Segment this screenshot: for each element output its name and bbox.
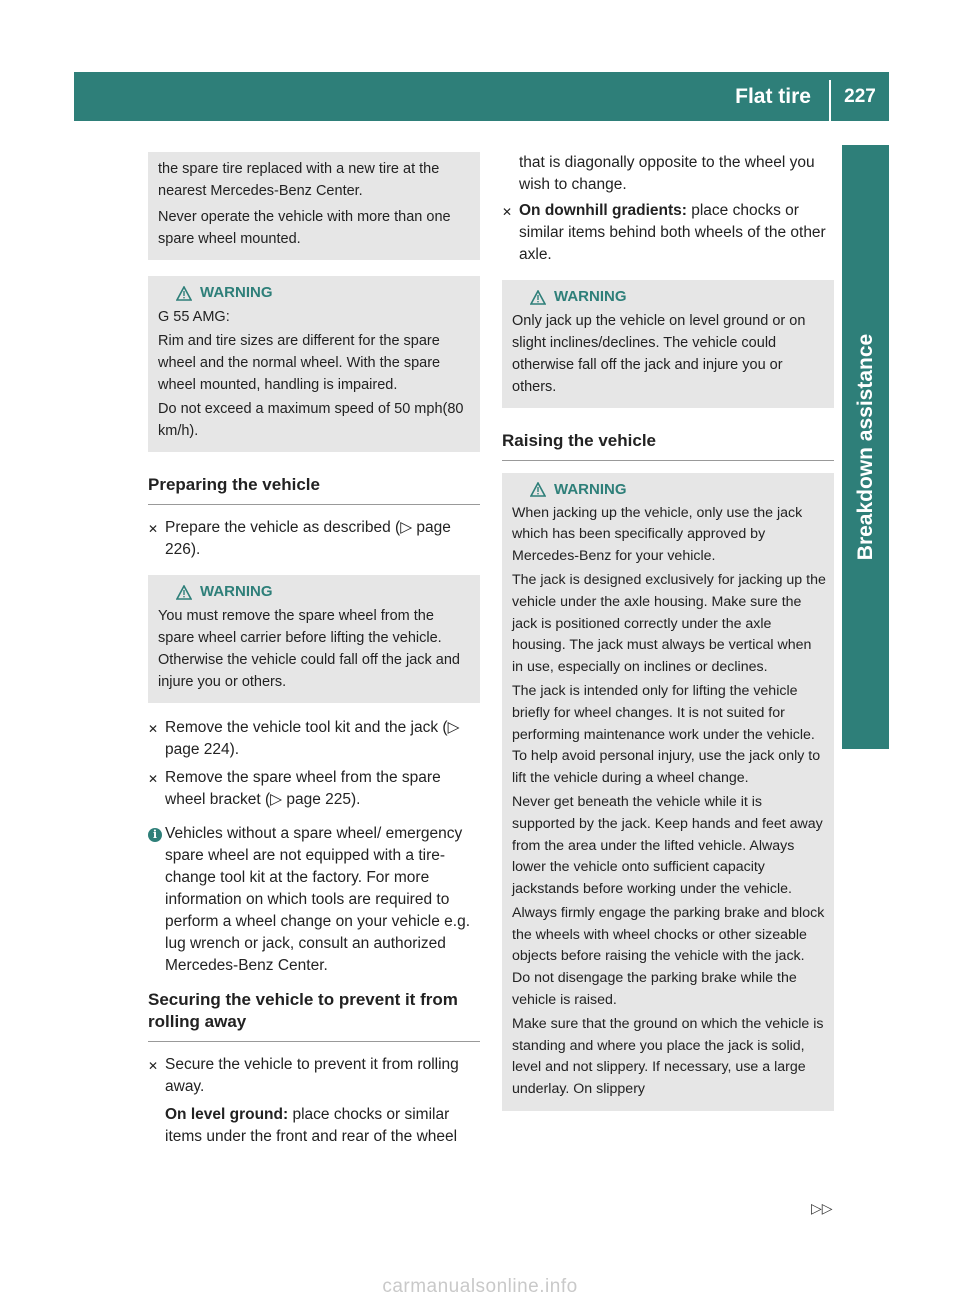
warning-line: Do not exceed a maximum speed of 50 mph(80 km/h).	[158, 401, 464, 439]
note-line: the spare tire replaced with a new tire at the nearest Mercedes-Benz Center.	[158, 161, 440, 199]
warning-triangle-icon	[530, 482, 546, 497]
step-marker-icon: ✕	[148, 522, 159, 536]
step-item	[502, 200, 834, 266]
step-text: Remove the spare wheel from the spare wheel bracket (▷ page 225).	[165, 769, 441, 808]
left-column	[148, 152, 480, 1148]
step-item	[148, 717, 480, 761]
watermark: carmanualsonline.info	[382, 1276, 578, 1297]
step-marker-icon: ✕	[148, 722, 159, 736]
continue-arrows-icon: ▷▷	[811, 1200, 833, 1216]
step-item	[148, 1054, 480, 1098]
section-heading: Securing the vehicle to prevent it from rolling away	[148, 989, 480, 1042]
warning-box	[148, 276, 480, 452]
warning-box	[148, 575, 480, 703]
warning-box	[502, 280, 834, 408]
step-text: Secure the vehicle to prevent it from rolling away.	[165, 1056, 459, 1095]
step-text: Remove the vehicle tool kit and the jack (▷ page 224).	[165, 719, 460, 758]
warning-text: You must remove the spare wheel from the spare wheel carrier before lifting the vehicle. Otherwise the vehicle could fall off the jack and injure you or others.	[158, 608, 460, 690]
warning-paragraph: Make sure that the ground on which the vehicle is standing and where you place the jack is solid, level and not slippery. If necessary, use a large underlay. On slippery	[512, 1016, 824, 1098]
section-title: Flat tire	[735, 85, 811, 108]
warning-paragraph: The jack is designed exclusively for jacking up the vehicle under the axle housing. Make sure the jack is positioned correctly under the axle housing. The jack must always be vertical when in use, especially on inclines or declines.	[512, 572, 826, 675]
step-text: Prepare the vehicle as described (▷ page 226).	[165, 519, 451, 558]
info-text: Vehicles without a spare wheel/ emergency spare wheel are not equipped with a tire-change tool kit at the factory. For more information on which tools are required to perform a wheel change on your vehicle e.g. lug wrench or jack, consult an authorized Mercedes-Benz Center.	[165, 825, 471, 974]
warning-header	[512, 286, 826, 308]
step-detail: that is diagonally opposite to the wheel you wish to change.	[519, 154, 815, 193]
warning-header	[158, 581, 472, 603]
step-marker-icon: ✕	[148, 1059, 159, 1073]
step-marker-icon: ✕	[148, 772, 159, 786]
detail-label: On level ground:	[165, 1106, 289, 1123]
warning-text: Only jack up the vehicle on level ground or on slight inclines/declines. The vehicle could otherwise fall off the jack and injure you or others.	[512, 313, 806, 395]
warning-header	[158, 282, 472, 304]
step-item	[148, 517, 480, 561]
header-bar	[74, 72, 889, 121]
warning-box	[502, 473, 834, 1111]
step-detail	[148, 1104, 480, 1148]
step-marker-icon: ✕	[502, 205, 513, 219]
warning-triangle-icon	[530, 290, 546, 305]
warning-line: Rim and tire sizes are different for the spare wheel and the normal wheel. With the spare wheel mounted, handling is impaired.	[158, 333, 441, 393]
warning-paragraph: Never get beneath the vehicle while it is supported by the jack. Keep hands and feet away from the area under the lifted vehicle. Always lower the vehicle onto sufficient capacity jackstands before working under the vehicle.	[512, 794, 823, 897]
warning-label: WARNING	[200, 284, 273, 301]
page-number: 227	[844, 86, 876, 107]
section-heading: Raising the vehicle	[502, 430, 834, 461]
detail-label: On downhill gradients:	[519, 202, 687, 219]
detail-text: place chocks or similar items under the front and rear of the wheel	[165, 1106, 458, 1145]
detail-text: place chocks or similar items behind both wheels of the other axle.	[519, 202, 826, 263]
warning-triangle-icon	[176, 585, 192, 600]
right-column	[502, 152, 834, 1111]
chapter-tab-label: Breakdown assistance	[853, 333, 877, 561]
warning-paragraph: Always firmly engage the parking brake and block the wheels with wheel chocks or other sizeable objects before raising the vehicle with the jack. Do not disengage the parking brake while the vehicle is raised.	[512, 905, 825, 1008]
info-icon: i	[148, 828, 162, 842]
warning-triangle-icon	[176, 286, 192, 301]
section-heading: Preparing the vehicle	[148, 474, 480, 505]
note-line: Never operate the vehicle with more than one spare wheel mounted.	[158, 209, 451, 247]
warning-label: WARNING	[200, 583, 273, 600]
note-box	[148, 152, 480, 260]
warning-paragraph: The jack is intended only for lifting the vehicle briefly for wheel changes. It is not suited for performing maintenance work under the vehicle. To help avoid personal injury, use the jack only to lift the vehicle during a wheel change.	[512, 683, 821, 786]
warning-paragraph: When jacking up the vehicle, only use the jack which has been specifically approved by Mercedes-Benz for your vehicle.	[512, 504, 803, 564]
step-item	[148, 767, 480, 811]
info-note	[148, 823, 480, 977]
warning-line: G 55 AMG:	[158, 309, 230, 325]
warning-label: WARNING	[554, 481, 627, 498]
warning-label: WARNING	[554, 288, 627, 305]
warning-header	[512, 479, 826, 501]
